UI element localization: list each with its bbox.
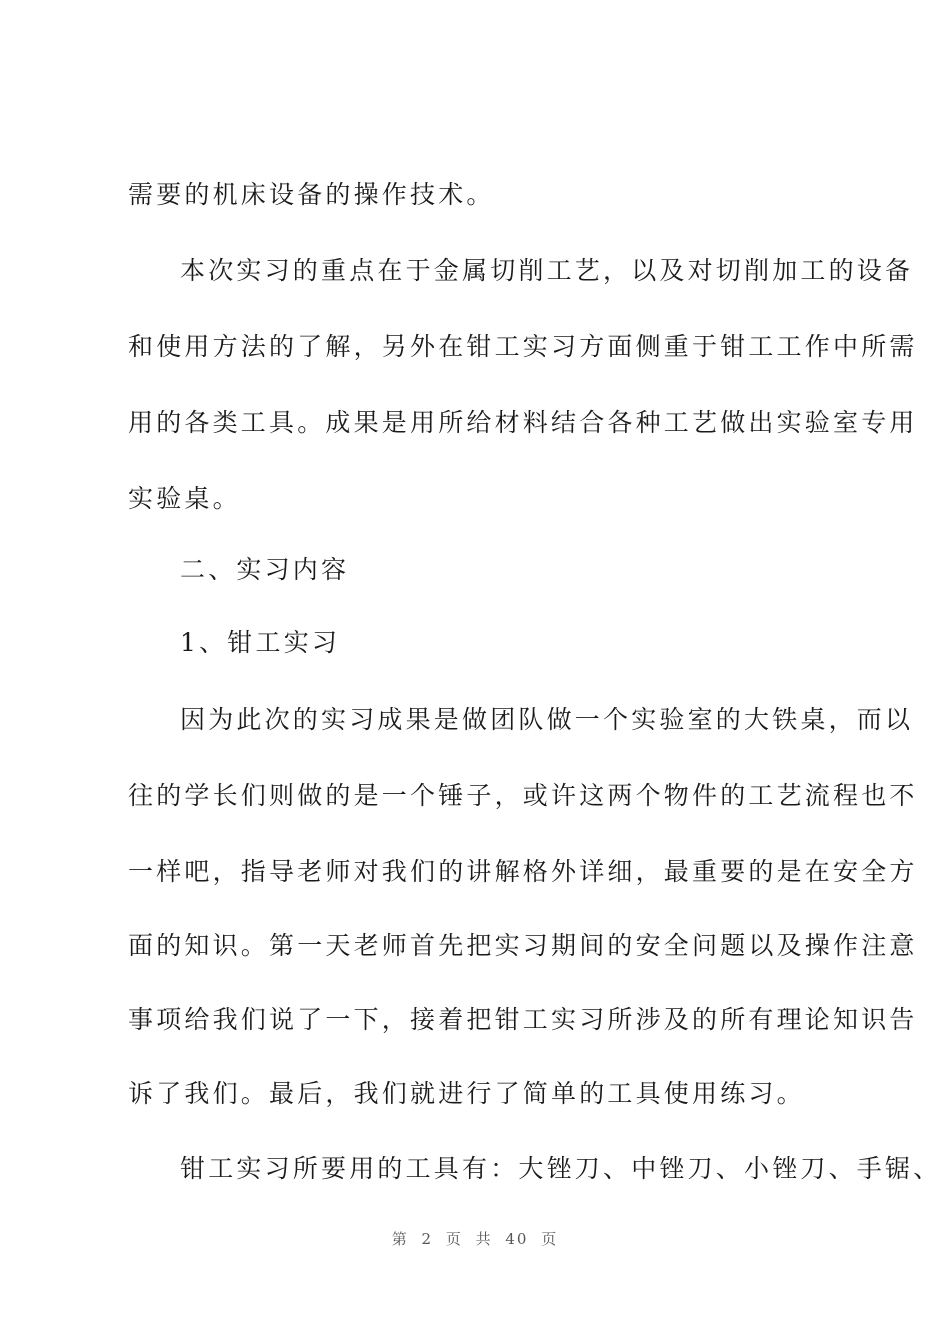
- paragraph-start-line: 因为此次的实习成果是做团队做一个实验室的大铁桌，而以: [180, 705, 914, 734]
- page-footer: 第 2 页 共 40 页: [391, 1230, 559, 1248]
- body-text-line: 面的知识。第一天老师首先把实习期间的安全问题以及操作注意: [128, 931, 918, 960]
- body-text-line: 一样吧，指导老师对我们的讲解格外详细，最重要的是在安全方: [128, 857, 918, 886]
- paragraph-start-line: 本次实习的重点在于金属切削工艺，以及对切削加工的设备: [180, 256, 914, 285]
- subsection-heading: 1、钳工实习: [180, 628, 341, 657]
- body-text-line: 往的学长们则做的是一个锤子，或许这两个物件的工艺流程也不: [128, 781, 918, 810]
- body-text-line: 和使用方法的了解，另外在钳工实习方面侧重于钳工工作中所需: [128, 332, 918, 361]
- section-heading: 二、实习内容: [180, 555, 350, 584]
- body-text-line: 事项给我们说了一下，接着把钳工实习所涉及的所有理论知识告: [128, 1005, 918, 1034]
- body-text-line: 诉了我们。最后，我们就进行了简单的工具使用练习。: [128, 1079, 805, 1108]
- body-text-line: 用的各类工具。成果是用所给材料结合各种工艺做出实验室专用: [128, 408, 918, 437]
- paragraph-start-line: 钳工实习所要用的工具有：大锉刀、中锉刀、小锉刀、手锯、: [180, 1154, 942, 1183]
- body-text-line: 需要的机床设备的操作技术。: [128, 180, 495, 209]
- body-text-line: 实验桌。: [128, 484, 241, 513]
